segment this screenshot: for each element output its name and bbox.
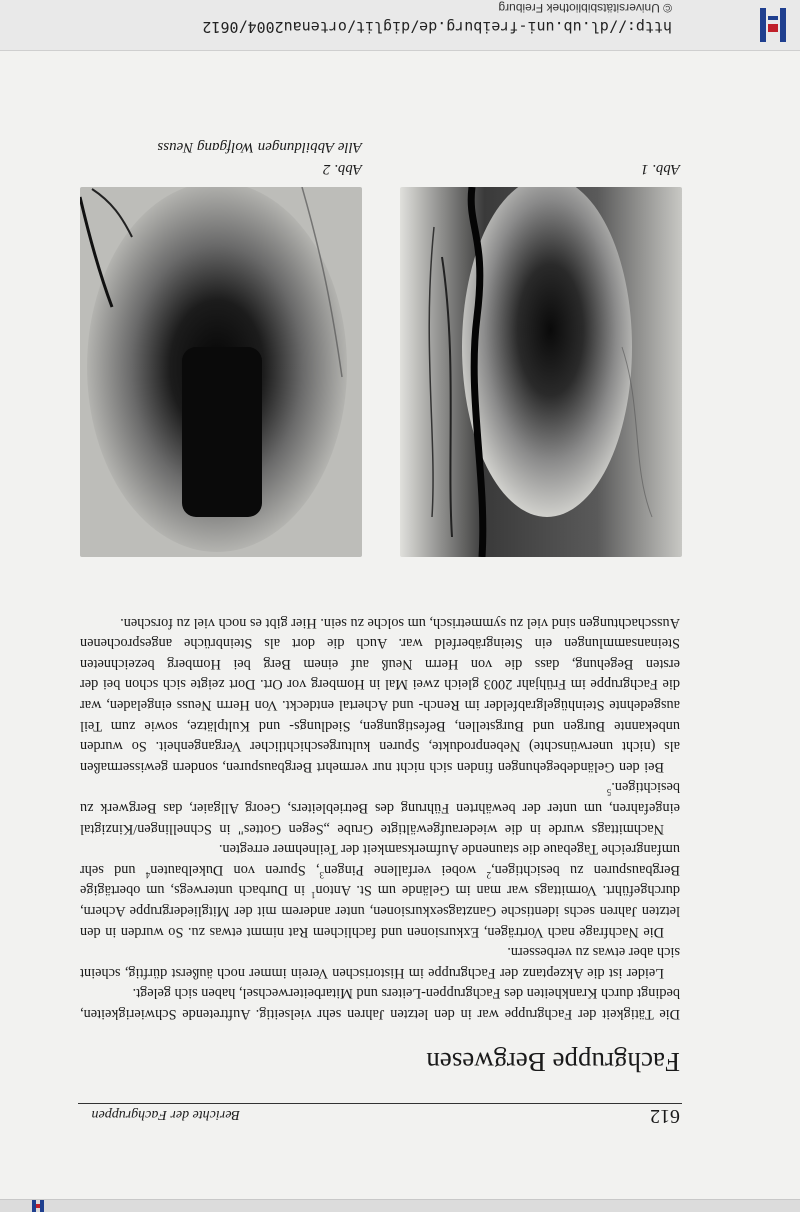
library-logo-icon <box>30 1200 46 1212</box>
mine-tunnel-photo-2 <box>80 187 362 557</box>
paragraph-text: wobei verfallene Pingen <box>324 861 487 878</box>
paragraph-text: in Durbach unterwegs, um obertägige Bergbauspuren zu besichtigen, <box>80 861 680 899</box>
paragraph-text: Nachmittags wurde in die wiederaufgewältigte Grube „Segen Gottes" in Schnellingen/Kinzigtal eingefahren, um unter der bewährten Führung des Betriebleiters, Georg Allgaier, das Bergwerk zu besichtigen. <box>80 779 680 837</box>
figure-caption-1: Abb. 1 <box>640 161 680 177</box>
article-body <box>80 612 680 1024</box>
library-logo-icon <box>752 0 792 50</box>
paragraph: Leider ist die Akzeptanz der Fachgruppe im Historischen Verein immer noch äußerst dürftig, scheint sich aber etwas zu verbessern. <box>80 944 680 981</box>
footnote-ref: 4 <box>145 869 151 880</box>
header-rule <box>78 1103 682 1104</box>
viewer-footer-bar <box>0 0 800 51</box>
footnote-ref: 1 <box>310 890 316 901</box>
photo-credit: Alle Abbildungen Wolfgang Neuss <box>157 139 362 155</box>
footnote-ref: 5 <box>606 787 612 798</box>
copyright-notice: © Universitätsbibliothek Freiburg <box>498 1 672 15</box>
paragraph-text: und sehr umfangreiche Tagebaue die staunende Aufmerksamkeit der Teilnehmer erregten. <box>80 841 680 878</box>
mine-shaft-photo-1 <box>400 187 682 557</box>
footnote-ref: 3 <box>319 869 325 880</box>
paragraph: Die Tätigkeit der Fachgruppe war in den letzten Jahren sehr vielseitig. Auftretende Schwierigkeiten, bedingt durch Krankheiten des Fachgruppen-Leiters und Mitarbeiterwechsel, haben sich gelegt. <box>80 985 680 1022</box>
viewer-top-strip <box>0 1199 800 1212</box>
page-number: 612 <box>650 1105 680 1127</box>
section-title: Fachgruppe Bergwesen <box>426 1047 680 1077</box>
paragraph-text: Die Nachfrage nach Vorträgen, Exkursionen und fachlichem Rat nimmt etwas zu. So wurden in den letzten Jahren sechs identische Ganztagsexkursionen, unter anderem mit der Mitgliedergruppe Achern, durchgeführt. Vormittags war man im Gelände um St. Anton <box>80 882 680 940</box>
footnote-ref: 2 <box>486 869 492 880</box>
paragraph-text: , Spuren von Dukelbauten <box>150 861 320 878</box>
running-head: Berichte der Fachgruppen <box>91 1107 240 1122</box>
paragraph <box>80 777 680 839</box>
source-url[interactable]: http://dl.ub.uni-freiburg.de/diglit/ortenau2004/0612 <box>202 18 672 36</box>
paragraph <box>80 839 680 942</box>
paragraph: Bei den Geländebegehungen finden sich nicht nur vermehrt Bergbauspuren, sondern gewissermaßen als (nicht unerwünschte) Nebenprodukte, Spuren kulturgeschichtlicher Vergangenheit. So wurden unbekannte Burgen und Burgstellen, Befestigungen, Siedlungs- und Kultplätze, sowie zum Teil ausgedehnte Steinhügelgrabfelder im Rench- und Achertal entdeckt. Von Herrn Neuss eingeladen, war die Fachgruppe im Frühjahr 2003 gleich zwei Mal in Homberg vor Ort. Dort zeigte sich schon bei der ersten Begehung, dass die von Herrn Neuß auf einem Berg bei Homberg bezeichneten Steinansammlungen ein Steingräberfeld war. Auch die dort als Steinbrüche angesprochenen Ausschachtungen sind viel zu symmetrisch, um solche zu sein. Hier gibt es noch viel zu forschen. <box>80 614 680 775</box>
figure-caption-2: Abb. 2 <box>322 161 362 177</box>
